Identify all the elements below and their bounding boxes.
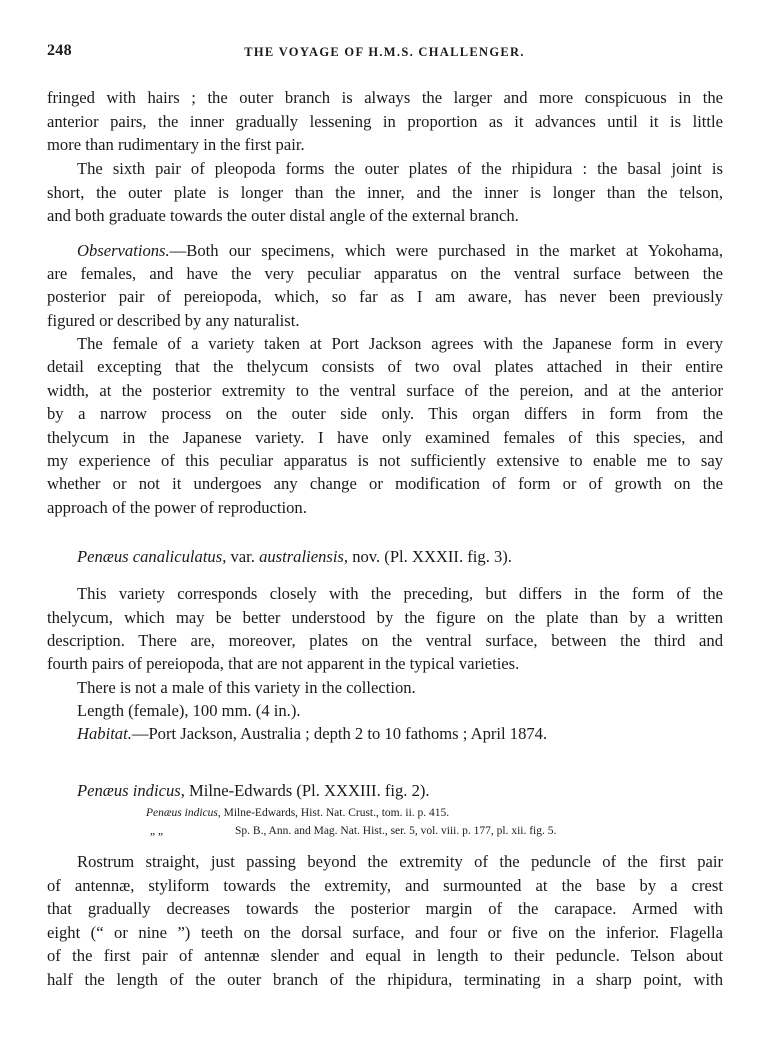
text-line: The female of a variety taken at Port Jackson agrees with the Japanese form in every (77, 334, 723, 353)
habitat-line (47, 723, 723, 745)
text-line: approach of the power of reproduction. (47, 498, 307, 517)
text-line: description. There are, moreover, plates on the ventral surface, between the third and (47, 631, 723, 650)
text-line: posterior pair of pereiopoda, which, so far as I am aware, has never been previously (47, 287, 723, 306)
text-line: figured or described by any naturalist. (47, 311, 300, 330)
reference-text: Sp. B., Ann. and Mag. Nat. Hist., ser. 5, vol. viii. p. 177, pl. xii. fig. 5. (235, 825, 557, 837)
text-line: short, the outer plate is longer than the inner, and the inner is longer than the telson, (47, 183, 723, 202)
species-name: Penæus indicus (77, 781, 181, 800)
text-line: whether or not it undergoes any change or modification of form or of growth on the (47, 474, 723, 493)
species-name: Penæus canaliculatus (77, 547, 223, 566)
habitat-text: —Port Jackson, Australia ; depth 2 to 10 fathoms ; April 1874. (131, 724, 548, 743)
running-title: THE VOYAGE OF H.M.S. CHALLENGER. (244, 45, 525, 59)
text-line: more than rudimentary in the first pair. (47, 135, 305, 154)
text-line: of the first pair of antennæ slender and equal in length to their peduncle. Telson about (47, 946, 723, 965)
synonymy-reference (146, 805, 449, 821)
synonymy-reference (150, 823, 556, 839)
text-line: Length (female), 100 mm. (4 in.). (77, 701, 301, 720)
text-line: fourth pairs of pereiopoda, that are not apparent in the typical varieties. (47, 654, 520, 673)
observations-first-line (47, 240, 723, 262)
text-line: width, at the posterior extremity to the ventral surface of the pereion, and at the anterior (47, 381, 723, 400)
species-heading (47, 780, 723, 802)
text-line: of antennæ, styliform towards the extremity, and surmounted at the base by a crest (47, 876, 723, 895)
reference-species: Penæus indicus (146, 807, 218, 819)
species-citation: , nov. (Pl. XXXII. fig. 3). (343, 547, 512, 566)
reference-text: , Milne-Edwards, Hist. Nat. Crust., tom. ii. p. 415. (217, 807, 450, 819)
species-heading (47, 546, 723, 568)
text-line: This variety corresponds closely with the preceding, but differs in the form of the (77, 584, 723, 603)
text-line: There is not a male of this variety in the collection. (77, 678, 416, 697)
species-separator: , var. (222, 547, 260, 566)
species-citation: , Milne-Edwards (Pl. XXXIII. fig. 2). (180, 781, 430, 800)
text-line: and both graduate towards the outer distal angle of the external branch. (47, 206, 519, 225)
text-line: fringed with hairs ; the outer branch is always the larger and more conspicuous in the (47, 88, 723, 107)
observations-label: Observations. (77, 241, 170, 260)
page-number: 248 (47, 42, 72, 59)
text-line: detail excepting that the thelycum consists of two oval plates attached in their entire (47, 357, 723, 376)
ditto-marks: „ „ (150, 825, 164, 837)
text-line: thelycum, which may be better understood by the figure on the plate than by a written (47, 608, 723, 627)
text-line: Rostrum straight, just passing beyond the extremity of the peduncle of the first pair (77, 852, 723, 871)
text-line: anterior pairs, the inner gradually lessening in proportion as it advances until it is little (47, 112, 723, 131)
text-line: my experience of this peculiar apparatus is not sufficiently extensive to enable me to say (47, 451, 723, 470)
page-header (47, 42, 722, 64)
text-line: by a narrow process on the outer side only. This organ differs in form from the (47, 404, 723, 423)
habitat-label: Habitat. (77, 724, 132, 743)
text-line: thelycum in the Japanese variety. I have only examined females of this species, and (47, 428, 723, 447)
observations-text: —Both our specimens, which were purchased in the market at Yokohama, (169, 241, 723, 260)
text-line: The sixth pair of pleopoda forms the outer plates of the rhipidura : the basal joint is (77, 159, 723, 178)
text-line: half the length of the outer branch of the rhipidura, terminating in a sharp point, with (47, 970, 723, 989)
text-line: are females, and have the very peculiar apparatus on the ventral surface between the (47, 264, 723, 283)
text-line: that gradually decreases towards the posterior margin of the carapace. Armed with (47, 899, 723, 918)
text-line: eight (“ or nine ”) teeth on the dorsal surface, and four or five on the inferior. Flagella (47, 923, 723, 942)
variety-name: australiensis (259, 547, 344, 566)
